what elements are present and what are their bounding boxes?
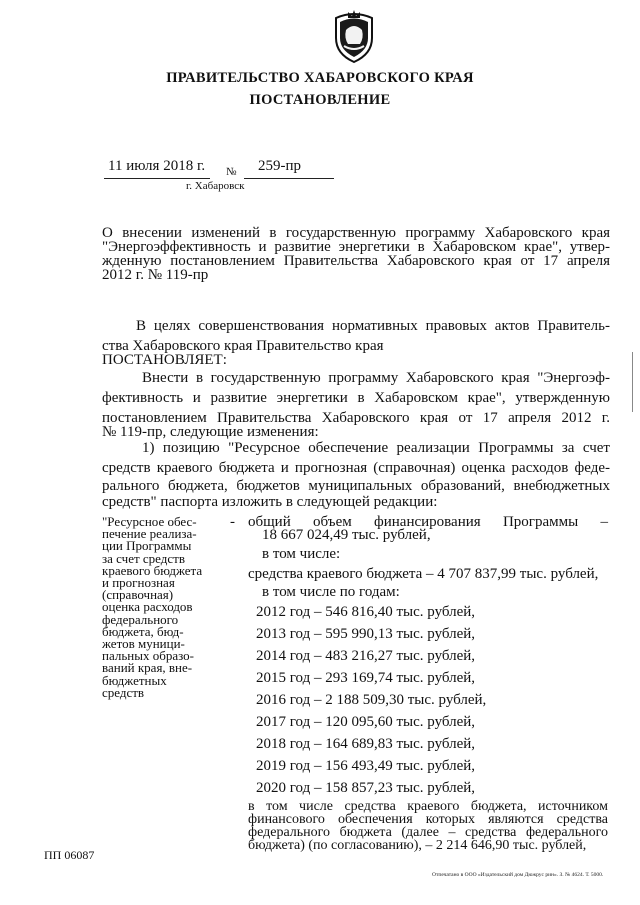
year-row: 2015 год – 293 169,74 тыс. рублей, bbox=[256, 670, 476, 686]
label-line: краевого бюджета bbox=[102, 562, 203, 578]
document-date: 11 июля 2018 г. bbox=[108, 158, 206, 174]
year-row: 2018 год – 164 689,83 тыс. рублей, bbox=[256, 736, 476, 752]
year-row: 2013 год – 595 990,13 тыс. рублей, bbox=[256, 626, 476, 642]
document-number: 259-пр bbox=[258, 158, 302, 174]
title-line: О внесении изменений в государственную программу Хабаровского края bbox=[102, 225, 610, 241]
item-line: № 119-пр, следующие изменения: bbox=[102, 424, 319, 440]
label-line: бюджета, бюд- bbox=[102, 623, 184, 639]
label-line: средств bbox=[102, 684, 145, 700]
label-line: федерального bbox=[102, 611, 179, 627]
federal-line: в том числе средства краевого бюджета, источником bbox=[248, 799, 608, 814]
federal-line: бюджета) (по согласованию), – 2 214 646,90 тыс. рублей, bbox=[248, 838, 587, 853]
title-line: 2012 г. № 119-пр bbox=[102, 267, 209, 283]
label-line: ции Программы bbox=[102, 538, 192, 554]
date-underline bbox=[104, 178, 210, 179]
year-row: 2019 год – 156 493,49 тыс. рублей, bbox=[256, 758, 476, 774]
federal-line: федерального бюджета (далее – средства федерального bbox=[248, 825, 608, 840]
document-city: г. Хабаровск bbox=[186, 180, 245, 192]
government-name: ПРАВИТЕЛЬСТВО ХАБАРОВСКОГО КРАЯ bbox=[166, 70, 474, 86]
year-row: 2017 год – 120 095,60 тыс. рублей, bbox=[256, 714, 476, 730]
year-row: 2014 год – 483 216,27 тыс. рублей, bbox=[256, 648, 476, 664]
subitem-line: средств краевого бюджета и прогнозная (справочная) оценка расходов феде- bbox=[102, 460, 610, 476]
year-row: 2016 год – 2 188 509,30 тыс. рублей, bbox=[256, 692, 487, 708]
by-years-label: в том числе по годам: bbox=[262, 584, 400, 600]
regional-budget-total: средства краевого бюджета – 4 707 837,99 тыс. рублей, bbox=[248, 566, 599, 582]
total-financing-amount: 18 667 024,49 тыс. рублей, bbox=[262, 527, 431, 543]
column-dash: - bbox=[230, 514, 235, 530]
item-line: Внести в государственную программу Хабаровского края "Энергоэф- bbox=[142, 370, 610, 386]
label-line: за счет средств bbox=[102, 550, 185, 566]
federal-line: финансового обеспечения которых являются средства bbox=[248, 812, 608, 827]
subitem-line: 1) позицию "Ресурсное обеспечение реализации Программы за счет bbox=[142, 440, 610, 456]
label-line: (справочная) bbox=[102, 587, 174, 603]
label-line: оценка расходов bbox=[102, 599, 193, 615]
item-line: фективность и развитие энергетики в Хабаровском крае", утвержденную bbox=[102, 390, 610, 406]
label-line: бюджетных bbox=[102, 672, 167, 688]
including-label: в том числе: bbox=[262, 546, 341, 562]
document-code: ПП 06087 bbox=[44, 848, 95, 862]
scan-margin-mark bbox=[632, 352, 633, 412]
title-line: "Энергоэффективность и развитие энергетики в Хабаровском крае", утвер- bbox=[102, 239, 610, 255]
year-row: 2012 год – 546 816,40 тыс. рублей, bbox=[256, 604, 476, 620]
decree-word: ПОСТАНОВЛЯЕТ: bbox=[102, 352, 227, 368]
preamble-line: В целях совершенствования нормативных правовых актов Правитель- bbox=[136, 318, 610, 334]
label-line: печение реализа- bbox=[102, 526, 197, 542]
document-type: ПОСТАНОВЛЕНИЕ bbox=[249, 92, 391, 108]
resource-label-column bbox=[102, 516, 202, 699]
number-underline bbox=[244, 178, 334, 179]
number-sign: № bbox=[226, 166, 237, 178]
label-line: пальных образо- bbox=[102, 648, 194, 664]
coat-of-arms-icon bbox=[330, 8, 378, 64]
subitem-line: средств" паспорта изложить в следующей редакции: bbox=[102, 494, 438, 510]
total-financing: общий объем финансирования Программы – bbox=[248, 514, 608, 530]
label-line: ваний края, вне- bbox=[102, 660, 193, 676]
label-line: жетов муници- bbox=[102, 636, 185, 652]
printer-note: Отпечатано в ООО «Издательский дом Дюжрус рин». З. № 4624. Т. 5000. bbox=[432, 872, 604, 878]
title-line: жденную постановлением Правительства Хабаровского края от 17 апреля bbox=[102, 253, 610, 269]
subitem-line: рального бюджета, бюджетов муниципальных образований, внебюджетных bbox=[102, 478, 610, 494]
label-line: "Ресурсное обес- bbox=[102, 514, 197, 529]
year-row: 2020 год – 158 857,23 тыс. рублей, bbox=[256, 780, 476, 796]
item-line: постановлением Правительства Хабаровского края от 17 апреля 2012 г. bbox=[102, 410, 610, 426]
preamble-line: ства Хабаровского края Правительство края bbox=[102, 338, 384, 354]
label-line: и прогнозная bbox=[102, 575, 175, 591]
